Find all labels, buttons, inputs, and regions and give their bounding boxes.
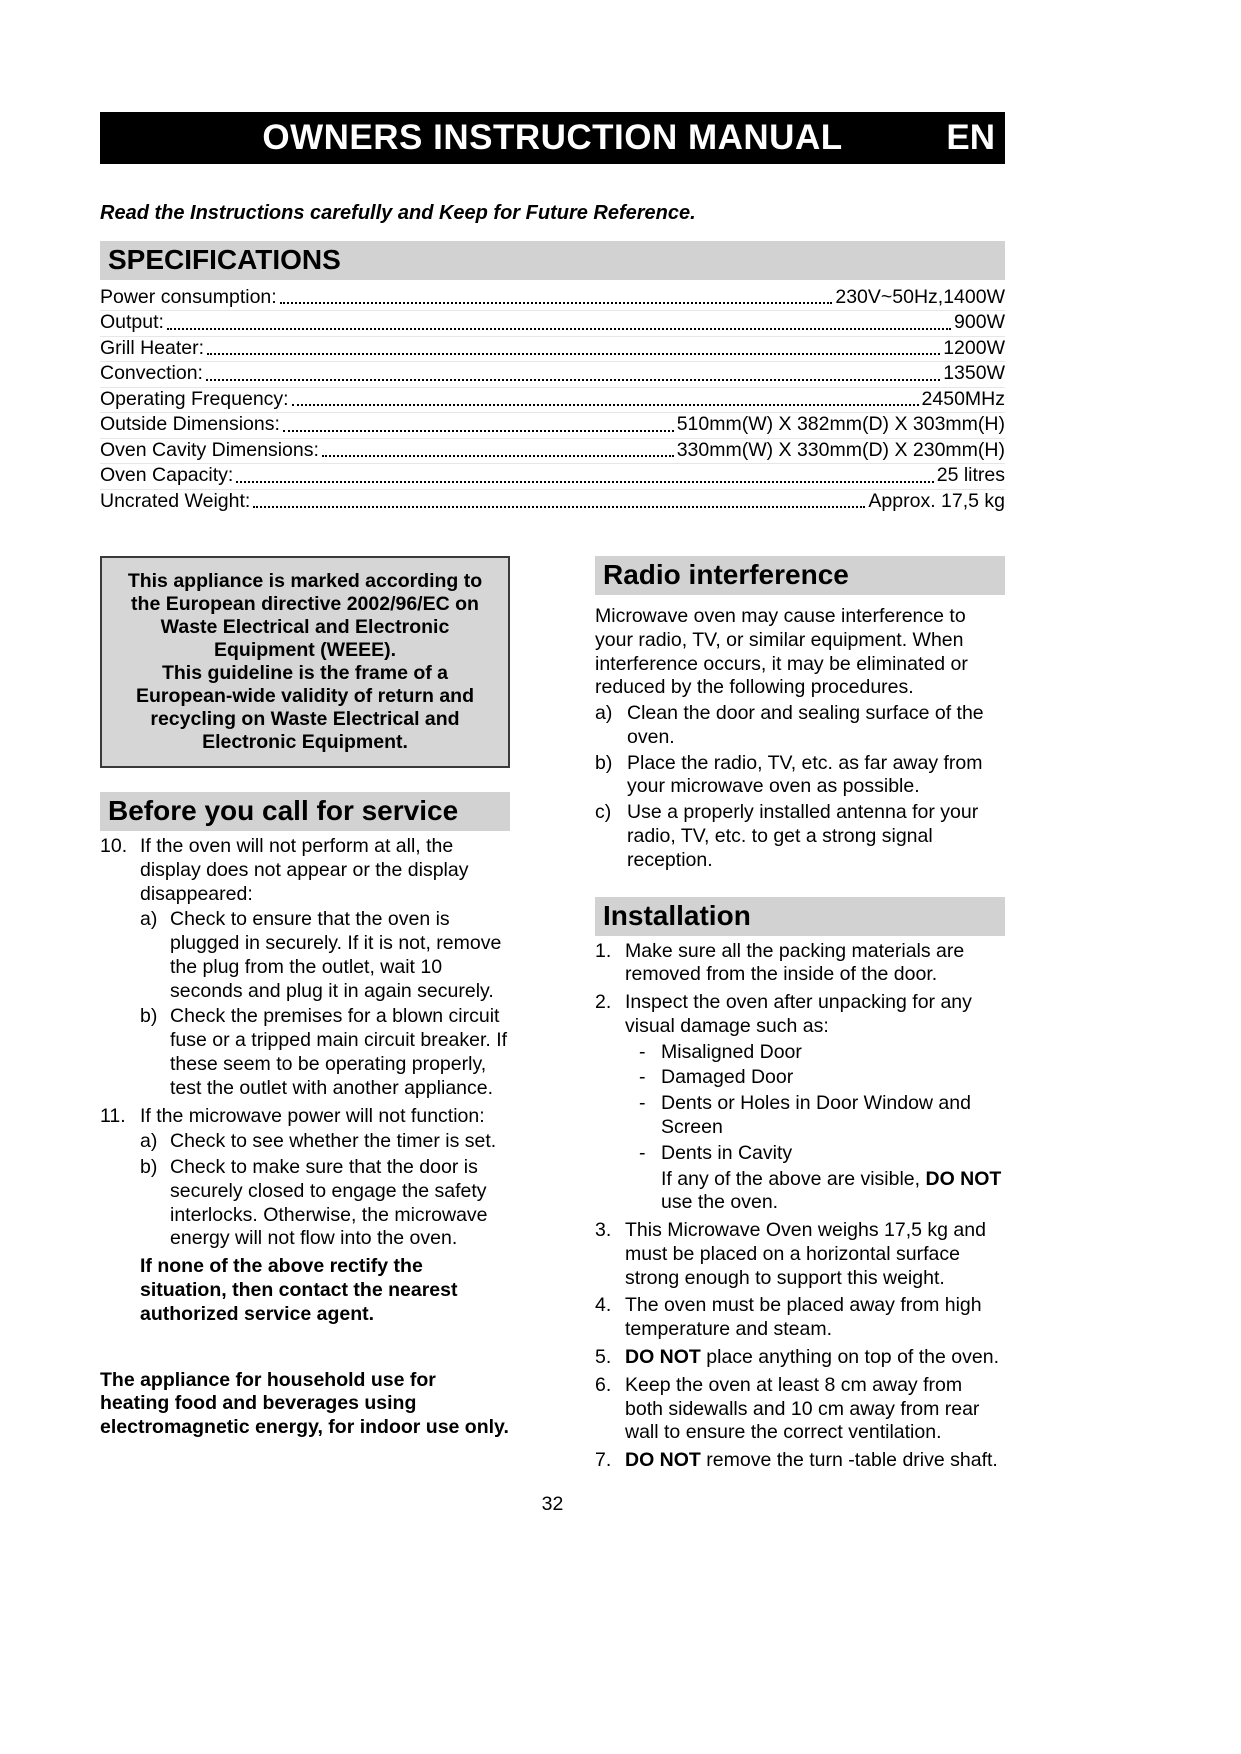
dot-leader — [207, 353, 940, 355]
spec-value: 900W — [954, 311, 1005, 334]
sub-marker: c) — [595, 801, 612, 824]
spec-row — [100, 464, 1005, 489]
dash-item — [639, 1041, 1005, 1065]
item-text: This Microwave Oven weighs 17,5 kg and must be placed on a horizontal surface strong enough to support this weight. — [625, 1219, 986, 1289]
specifications-heading: SPECIFICATIONS — [100, 241, 1005, 280]
dot-leader — [253, 506, 865, 508]
dash-text: Damaged Door — [661, 1066, 794, 1089]
dash-text: Dents or Holes in Door Window and Screen — [661, 1092, 971, 1138]
dot-leader — [167, 328, 951, 330]
dot-leader — [236, 481, 933, 483]
item-text: Make sure all the packing materials are removed from the inside of the door. — [625, 939, 965, 986]
item-text: If the microwave power will not function: — [140, 1104, 485, 1127]
spec-value: 1200W — [943, 336, 1005, 359]
dot-leader — [280, 302, 833, 304]
two-column-layout — [100, 556, 1005, 1473]
specifications-table — [100, 286, 1005, 514]
item-text: Keep the oven at least 8 cm away from both sidewalls and 10 cm away from rear wall to ensure the correct ventilation. — [625, 1373, 980, 1444]
spec-row — [100, 286, 1005, 311]
spec-label: Convection: — [100, 362, 203, 385]
installation-item — [595, 1219, 1005, 1290]
dash-marker: - — [639, 1066, 646, 1089]
item-number: 5. — [595, 1346, 612, 1369]
spec-value: 330mm(W) X 330mm(D) X 230mm(H) — [676, 438, 1005, 461]
dot-leader — [322, 455, 674, 457]
page-number: 32 — [541, 1492, 564, 1515]
item-text: DO NOT remove the turn -table drive shaft. — [625, 1449, 998, 1472]
manual-page — [100, 0, 1005, 1516]
dash-marker: - — [639, 1141, 646, 1164]
installation-item — [595, 1346, 1005, 1370]
dash-item — [639, 1142, 1005, 1166]
item-number: 4. — [595, 1294, 612, 1317]
before-service-section — [100, 792, 510, 1440]
item-number: 7. — [595, 1449, 612, 1472]
sub-text: Check the premises for a blown circuit fuse or a tripped main circuit breaker. If these seem to be operating properly, test the outlet with another appliance. — [170, 1005, 508, 1099]
spec-label: Output: — [100, 311, 164, 334]
radio-interference-section — [595, 556, 1005, 873]
installation-item — [595, 1294, 1005, 1342]
lettered-item — [595, 752, 1005, 800]
language-badge: EN — [946, 118, 995, 157]
spec-row — [100, 311, 1005, 336]
installation-section — [595, 897, 1005, 1473]
spec-row — [100, 490, 1005, 514]
spec-value: 230V~50Hz,1400W — [835, 286, 1005, 308]
right-column — [595, 556, 1005, 1473]
dash-text: Dents in Cavity — [661, 1141, 793, 1164]
sub-marker: b) — [140, 1156, 158, 1179]
service-agent-note: If none of the above rectify the situation, then contact the nearest authorized service agent. — [140, 1255, 458, 1325]
installation-item — [595, 1449, 1005, 1473]
dash-item — [639, 1092, 1005, 1140]
intro-note: Read the Instructions carefully and Keep for Future Reference. — [100, 202, 696, 224]
sub-item — [140, 1130, 510, 1154]
item-text: If the oven will not perform at all, the display does not appear or the display disappeared: — [140, 834, 469, 905]
spec-row — [100, 362, 1005, 387]
sub-marker: a) — [140, 908, 158, 931]
dash-marker: - — [639, 1092, 646, 1115]
sub-text: Use a properly installed antenna for your radio, TV, etc. to get a strong signal reception. — [627, 801, 979, 871]
spec-label: Oven Capacity: — [100, 464, 234, 487]
weee-text: This appliance is marked according to the European directive 2002/96/EC on Waste Electrical and Electronic Equipment (WEEE). — [127, 569, 483, 661]
sub-marker: b) — [595, 751, 613, 774]
weee-text: This guideline is the frame of a European-wide validity of return and recycling on Waste Electrical and Electronic Equipment. — [135, 661, 475, 753]
numbered-item — [100, 1105, 510, 1327]
item-body — [140, 1105, 510, 1327]
spec-row — [100, 388, 1005, 413]
do-not-note: If any of the above are visible, DO NOT use the oven. — [661, 1167, 1002, 1214]
radio-interference-heading: Radio interference — [595, 556, 1005, 595]
item-text: Inspect the oven after unpacking for any visual damage such as: — [625, 991, 972, 1037]
spec-row — [100, 337, 1005, 362]
before-service-heading: Before you call for service — [100, 792, 510, 831]
item-number: 3. — [595, 1219, 612, 1242]
sub-text: Check to see whether the timer is set. — [170, 1130, 497, 1153]
item-number: 11. — [100, 1104, 126, 1127]
item-body — [625, 991, 1005, 1215]
item-text: The oven must be placed away from high temperature and steam. — [625, 1294, 982, 1341]
item-number: 6. — [595, 1373, 612, 1396]
installation-item — [595, 940, 1005, 988]
sub-text: Place the radio, TV, etc. as far away from your microwave oven as possible. — [627, 751, 983, 798]
spec-row — [100, 413, 1005, 438]
installation-heading: Installation — [595, 897, 1005, 936]
spec-label: Outside Dimensions: — [100, 413, 280, 436]
sub-text: Clean the door and sealing surface of the oven. — [627, 702, 984, 748]
spec-row — [100, 439, 1005, 464]
sub-item — [140, 1005, 510, 1100]
item-body — [140, 835, 510, 1101]
dot-leader — [292, 404, 919, 406]
spec-value: 2450MHz — [921, 387, 1005, 410]
dot-leader — [206, 379, 940, 381]
sub-item — [140, 1156, 510, 1251]
spec-label: Uncrated Weight: — [100, 489, 251, 512]
specifications-section — [100, 241, 1005, 514]
spec-value: 25 litres — [936, 464, 1005, 487]
lettered-item — [595, 801, 1005, 872]
sub-marker: a) — [595, 702, 613, 725]
left-column — [100, 556, 510, 1473]
item-number: 2. — [595, 991, 612, 1014]
sub-marker: b) — [140, 1005, 158, 1028]
installation-item — [595, 1374, 1005, 1445]
sub-marker: a) — [140, 1130, 158, 1153]
spec-value: Approx. 17,5 kg — [868, 489, 1005, 512]
lettered-item — [595, 702, 1005, 750]
sub-text: Check to ensure that the oven is plugged in securely. If it is not, remove the plug from the outlet, wait 10 seconds and plug it in again securely. — [170, 908, 502, 1002]
damage-list — [639, 1041, 1005, 1166]
item-number: 1. — [595, 939, 612, 962]
item-text: DO NOT place anything on top of the oven. — [625, 1346, 999, 1369]
spec-label: Power consumption: — [100, 286, 277, 308]
spec-value: 1350W — [943, 362, 1005, 385]
spec-label: Grill Heater: — [100, 336, 205, 359]
weee-notice-box — [100, 556, 510, 768]
radio-intro: Microwave oven may cause interference to your radio, TV, or similar equipment. When interference occurs, it may be eliminated or reduced by the following procedures. — [595, 604, 968, 699]
dash-marker: - — [639, 1040, 646, 1063]
item-number: 10. — [100, 834, 128, 857]
manual-title: OWNERS INSTRUCTION MANUAL — [262, 118, 843, 157]
installation-item — [595, 991, 1005, 1215]
numbered-item — [100, 835, 510, 1101]
spec-label: Operating Frequency: — [100, 387, 289, 410]
dot-leader — [283, 430, 674, 432]
spec-value: 510mm(W) X 382mm(D) X 303mm(H) — [676, 413, 1005, 436]
dash-text: Misaligned Door — [661, 1040, 802, 1063]
spec-label: Oven Cavity Dimensions: — [100, 438, 319, 461]
sub-item — [140, 908, 510, 1003]
household-use-note: The appliance for household use for heating food and beverages using electromagnetic energy, for indoor use only. — [100, 1368, 509, 1439]
sub-text: Check to make sure that the door is securely closed to engage the safety interlocks. Otherwise, the microwave energy will not flow into the oven. — [170, 1156, 488, 1250]
title-bar — [100, 112, 1005, 164]
dash-item — [639, 1066, 1005, 1090]
